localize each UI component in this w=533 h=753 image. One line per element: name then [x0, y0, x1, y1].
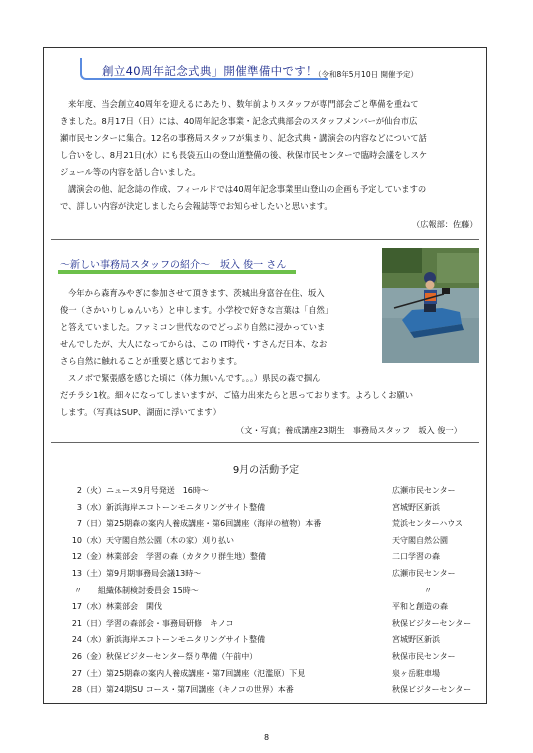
- section2-line: せんでしたが、大人になってからは、この IT時代・すさんだ日本、なお: [60, 339, 328, 349]
- schedule-place: 広瀬市民センター: [392, 568, 456, 578]
- schedule-date: 13: [71, 568, 82, 578]
- schedule-event: （日）第25期森の案内人養成講座・第6回講座（海岸の植物）本番: [82, 519, 322, 529]
- schedule-row: [72, 666, 484, 683]
- schedule-title: 9月の活動予定: [232, 465, 300, 476]
- schedule-date: 27: [71, 668, 82, 678]
- schedule-row: [72, 483, 484, 500]
- section2-title: ～新しい事務局スタッフの紹介～ 坂入 俊一 さん: [60, 260, 287, 271]
- schedule-event: （金）林業部会 学習の森（カタクリ群生地）整備: [82, 552, 266, 562]
- schedule-row: [72, 533, 484, 550]
- schedule-place: 宮城野区新浜: [392, 502, 440, 512]
- section1-date-note: （令和8年5月10日 開催予定）: [314, 70, 418, 79]
- schedule-list: [72, 483, 484, 699]
- schedule-event: （水）新浜海岸エコトーンモニタリングサイト整備: [82, 502, 266, 512]
- divider: [51, 239, 479, 240]
- section1-line: 来年度、当会創立40周年を迎えるにあたり、数年前よりスタッフが専門部会ごと準備を重ねて: [68, 99, 419, 109]
- schedule-place: 秋保市民センター: [392, 651, 456, 661]
- schedule-date: 7: [76, 519, 82, 529]
- section1-line: し合いをし、8月21日(水）にも長袋五山の登山道整備の後、秋保市民センターで臨時会議をしスケ: [60, 150, 428, 160]
- section1-line: 瀬市民センターに集合。12名の事務局スタッフが集まり、記念式典・講演会の内容などについて話: [60, 133, 427, 143]
- schedule-place: 〃: [424, 585, 432, 595]
- schedule-event: （日）第24期SU コース・第7回講座（キノコの世界）本番: [82, 685, 294, 695]
- schedule-row: [72, 649, 484, 666]
- sup-paddleboard-photo: [382, 248, 479, 363]
- section2-line: 俊一（さかいりしゅんいち）と申します。小学校で好きな言葉は「自然」: [60, 305, 334, 315]
- section2-credit: （文・写真；養成講座23期生 事務局スタッフ 坂入 俊一）: [236, 425, 462, 435]
- schedule-place: 秋保ビジターセンター: [392, 685, 472, 695]
- section1-title: 創立40周年記念式典」開催準備中です！: [102, 64, 318, 78]
- schedule-event: （土）第25期森の案内人養成講座・第7回講座（氾濫原）下見: [82, 668, 306, 678]
- schedule-place: 二口学習の森: [392, 552, 440, 562]
- schedule-event: （火）ニュース9月号発送 16時～: [82, 486, 209, 495]
- schedule-date: 26: [71, 651, 82, 661]
- schedule-event: （水）天守閣自然公園（木の家）刈り払い: [82, 535, 234, 545]
- schedule-place: 秋保ビジターセンター: [392, 618, 472, 628]
- schedule-date: 21: [71, 618, 82, 628]
- schedule-event: 組織体制検討委員会 15時～: [82, 585, 199, 595]
- schedule-event: （金）秋保ビジターセンター祭り準備（午前中）: [82, 651, 258, 661]
- schedule-date: 3: [76, 502, 82, 512]
- schedule-date: 17: [71, 602, 82, 612]
- schedule-row: [72, 599, 484, 616]
- schedule-row: [72, 566, 484, 583]
- schedule-date: 〃: [74, 585, 82, 595]
- schedule-row: [72, 583, 484, 600]
- divider: [51, 442, 479, 443]
- schedule-row: [72, 616, 484, 633]
- section2-line: 今年から森育みやぎに参加させて頂きます、茨城出身富谷在住、坂入: [68, 288, 325, 298]
- schedule-place: 広瀬市民センター: [392, 486, 456, 495]
- schedule-row: [72, 516, 484, 533]
- schedule-row: [72, 549, 484, 566]
- schedule-row: [72, 500, 484, 517]
- schedule-event: （水）林業部会 閑伐: [82, 602, 162, 612]
- page-frame: [43, 47, 487, 704]
- section1-line: で、詳しい内容が決定しましたら会報誌等でお知らせしたいと思います。: [60, 201, 333, 211]
- schedule-event: （日）学習の森部会・事務局研修 キノコ: [82, 618, 234, 628]
- section1-line: きました。8月17日（日）には、40周年記念事業・記念式典部会のスタッフメンバーが仙台市広: [60, 116, 418, 126]
- schedule-row: [72, 632, 484, 649]
- section1-line: 講演会の他、記念誌の作成、フィールドでは40周年記念事業里山登山の企画も予定していますの: [68, 184, 427, 194]
- schedule-event: （水）新浜海岸エコトーンモニタリングサイト整備: [82, 635, 266, 645]
- schedule-date: 28: [71, 685, 82, 695]
- schedule-place: 荒浜センターハウス: [392, 519, 464, 529]
- section2-line: します。（写真はSUP、湖面に浮いてます）: [60, 407, 221, 417]
- schedule-date: 24: [71, 635, 82, 645]
- section2-line: スノボで緊張感を感じた頃に（体力無いんです。。。）県民の森で掴ん: [68, 373, 321, 383]
- section2-line: だチラシ1枚。細々になってしまいますが、ご協力出来たらと思っております。よろしくお願い: [60, 390, 414, 400]
- section2-line: さら自然に触れることが重要と感じております。: [60, 356, 242, 366]
- schedule-place: 天守閣自然公園: [392, 535, 448, 545]
- schedule-row: [72, 682, 484, 699]
- schedule-date: 2: [76, 486, 82, 495]
- schedule-place: 泉ヶ岳駐車場: [392, 668, 440, 678]
- schedule-place: 平和と創造の森: [392, 602, 448, 612]
- section1-credit: （広報部：佐藤）: [412, 219, 478, 229]
- schedule-date: 12: [71, 552, 82, 562]
- schedule-place: 宮城野区新浜: [392, 635, 440, 645]
- page-number: 8: [263, 733, 270, 742]
- schedule-date: 10: [71, 535, 82, 545]
- section2-line: と答えていました。ファミコン世代なのでどっぷり自然に浸かっていま: [60, 322, 326, 332]
- section1-line: ジュール等の内容を話し合いました。: [60, 167, 201, 177]
- schedule-event: （土）第9月期事務局会議13時～: [82, 568, 202, 578]
